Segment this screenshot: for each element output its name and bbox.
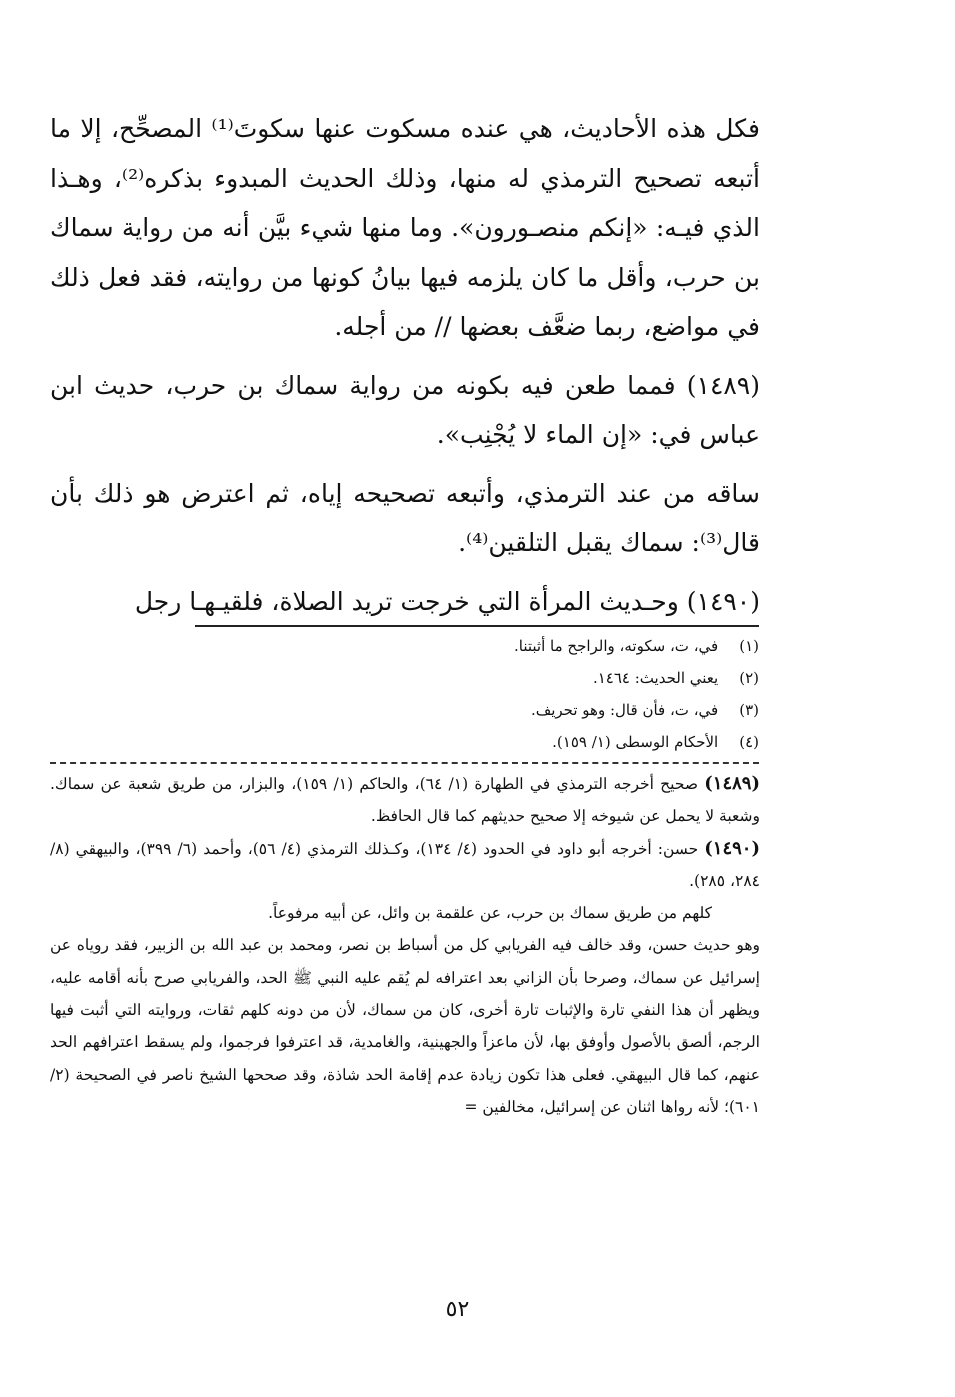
footnote-item bbox=[199, 694, 759, 726]
footnote-number: (٤) bbox=[739, 733, 759, 751]
main-paragraph-hadith-1490: (١٤٩٠) وحـديث المرأة التي خرجت تريد الصلاة، فلقيـهـا رجل bbox=[134, 586, 760, 616]
main-paragraph-3: ساقه من عند الترمذي، وأتبعه تصحيحه إياه، ثم اعترض هو ذلك بأن قال⁽³⁾: سماك يقبل التلقين⁽⁴⁾. bbox=[50, 478, 760, 557]
takhrij-text: حسن: أخرجه أبو داود في الحدود (٤/ ١٣٤)، وكـذلك الترمذي (٤/ ٥٦)، وأحمد (٦/ ٣٩٩)، والبيهقي (٨/ ٢٨٤، ٢٨٥). bbox=[50, 839, 760, 890]
footnote-text: في، ت، فأن قال: وهو تحريف. bbox=[530, 701, 719, 719]
footnote-text: في، ت، سكوته، والراجح ما أثبتنا. bbox=[513, 637, 719, 655]
footnote-separator bbox=[195, 625, 759, 627]
footnote-number: (٢) bbox=[739, 669, 759, 687]
main-text-block bbox=[50, 104, 760, 635]
takhrij-number: (١٤٨٩) bbox=[704, 773, 760, 794]
footnote-number: (١) bbox=[739, 637, 759, 655]
takhrij-separator bbox=[50, 762, 759, 764]
footnote-item bbox=[199, 726, 759, 758]
takhrij-chain-paragraph: كلهم من طريق سماك بن حرب، عن علقمة بن وائل، عن أبيه مرفوعاً. bbox=[268, 904, 712, 923]
footnote-item bbox=[199, 630, 759, 662]
takhrij-number: (١٤٩٠) bbox=[704, 837, 760, 859]
takhrij-discussion-paragraph: وهو حديث حسن، وقد خالف فيه الفريابي كل من أسباط بن نصر، ومحمد بن عبد الله بن الزبير، فقد روياه عن إسرائيل عن سماك، وصرحا بأن الزاني بعد اعترافه لم يُقم عليه النبي ﷺ الحد، والفريابي صرح بأنه أقامه عليه، ويظهر أن هذا النفي تارة والإثبات تارة أخرى، كان من سماك، لأن من دونه كلهم ثقات، وروايته التي أثبت فيها الرجم، ألصق بالأصول وأوفق بها، لأن ماعزاً والجهينية، والغامدية، قد اعترفوا فرجموا، ولم يسقط اعترافهم الحد عنهم، كما قال البيهقي. فعلى هذا تكون زيادة عدم إقامة الحد شاذة، وقد صححها الشيخ ناصر في الصحيحة (٢/ ٦٠١)؛ لأنه رواها اثنان عن إسرائيل، مخالفين = bbox=[50, 936, 760, 1116]
takhrij-text: صحيح أخرجه الترمذي في الطهارة (١/ ٦٤)، والحاكم (١/ ١٥٩)، والبزار، من طريق شعبة عن سماك. وشعبة لا يحمل عن شيوخه إلا صحيح حديثهم كما قال الحافظ. bbox=[50, 775, 760, 826]
footnote-text: يعني الحديث: ١٤٦٤. bbox=[592, 669, 719, 687]
takhrij-entry-1489 bbox=[50, 768, 760, 833]
takhrij-entry-1490 bbox=[50, 833, 760, 898]
footnote-item bbox=[199, 662, 759, 694]
footnote-text: الأحكام الوسطى (١/ ١٥٩). bbox=[552, 733, 719, 751]
footnote-number: (٣) bbox=[739, 701, 759, 719]
main-paragraph-1: فكل هذه الأحاديث، هي عنده مسكوت عنها سكوتَ⁽¹⁾ المصحِّح، إلا ما أتبعه تصحيح الترمذي له منها، وذلك الحديث المبدوء بذكره⁽²⁾، وهـذا الذي فيـه: «إنكم منصـورون». وما منها شيء بيَّن أنه من رواية سماك بن حرب، وأقل ما كان يلزمه فيها بيانُ كونها من روايته، فقد فعل ذلك في مواضع، ربما ضعَّف بعضها // من أجله. bbox=[50, 114, 760, 341]
footnotes-block bbox=[199, 630, 759, 758]
takhrij-block bbox=[50, 768, 760, 1123]
main-paragraph-hadith-1489: (١٤٨٩) فمما طعن فيه بكونه من رواية سماك بن حرب، حديث ابن عباس في: «إن الماء لا يُجْنِب». bbox=[50, 370, 760, 449]
page-number: ٥٢ bbox=[445, 1297, 470, 1322]
